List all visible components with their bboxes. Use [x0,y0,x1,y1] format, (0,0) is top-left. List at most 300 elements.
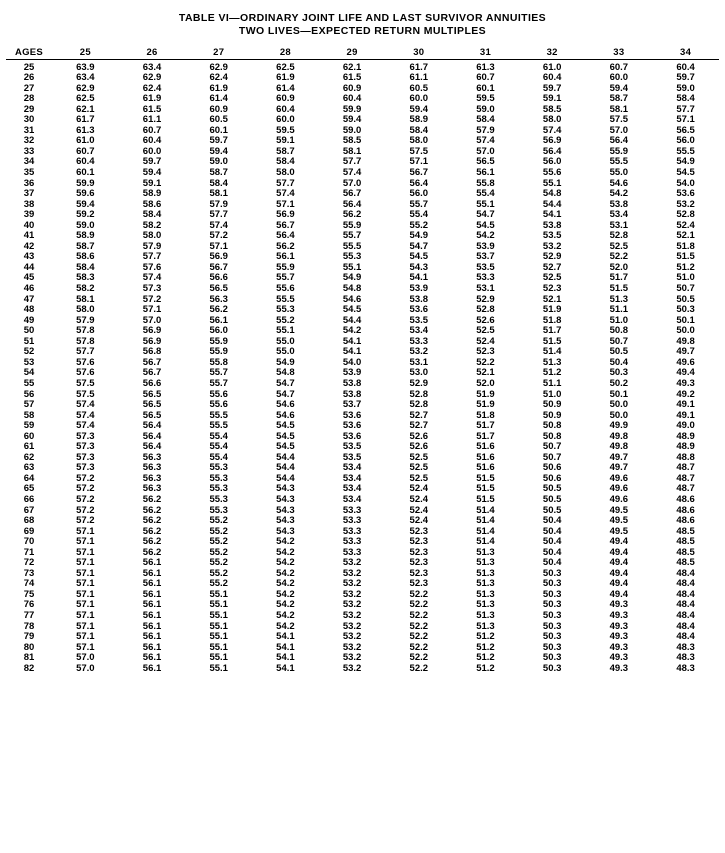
table-cell: 55.3 [209,472,228,484]
row-header-age: 49 [23,314,35,326]
table-cell: 57.9 [76,314,95,326]
table-cell: 49.6 [609,493,629,505]
row-header-age: 67 [23,504,35,516]
table-cell: 56.9 [142,335,162,347]
table-cell: 54.7 [276,377,295,389]
table-cell: 51.4 [542,346,562,358]
table-cell: 53.3 [342,546,362,558]
table-cell: 51.2 [476,631,495,643]
table-row [6,284,719,295]
table-cell: 48.3 [676,641,695,653]
table-cell: 49.3 [609,631,629,643]
table-cell: 57.2 [76,493,95,505]
table-cell: 49.4 [609,536,629,548]
table-cell: 53.1 [409,356,429,368]
table-cell: 51.4 [476,504,495,516]
table-cell: 53.8 [609,198,629,210]
table-cell: 49.4 [676,367,695,379]
table-cell: 54.2 [276,588,295,600]
table-cell: 52.3 [409,536,429,548]
row-header-age: 82 [23,662,35,674]
table-cell: 56.3 [142,462,162,474]
table-cell: 60.4 [76,156,95,168]
table-cell: 54.9 [409,230,429,242]
table-cell: 55.2 [209,536,228,548]
column-header-age-30: 30 [385,48,452,59]
row-header-age: 68 [23,515,35,527]
table-cell: 56.1 [209,314,228,326]
table-cell: 59.9 [76,177,95,189]
row-header-age: 30 [23,114,35,126]
row-header-age: 44 [23,261,35,273]
table-cell: 52.3 [409,567,429,579]
table-cell: 50.5 [542,493,562,505]
table-cell: 59.0 [342,124,362,136]
table-cell: 53.5 [542,230,562,242]
row-header-age: 80 [23,641,35,653]
table-cell: 57.4 [542,124,562,136]
table-cell: 53.2 [542,240,562,252]
table-cell: 51.0 [542,388,562,400]
table-cell: 55.6 [276,283,295,295]
table-cell: 55.9 [209,335,228,347]
table-cell: 57.2 [76,515,95,527]
table-cell: 55.8 [209,356,228,368]
table-cell: 52.9 [409,377,429,389]
table-cell: 54.1 [409,272,429,284]
table-cell: 60.9 [209,103,228,115]
table-cell: 53.6 [409,304,429,316]
table-cell: 59.7 [542,82,562,94]
table-cell: 57.9 [476,124,495,136]
table-cell: 53.3 [342,515,362,527]
table-cell: 58.7 [76,240,95,252]
row-header-age: 77 [23,609,35,621]
table-cell: 62.1 [76,103,95,115]
table-header-row [6,48,719,59]
table-cell: 54.5 [276,441,295,453]
row-header-age: 33 [23,145,35,157]
table-cell: 54.5 [409,251,429,263]
table-cell: 54.7 [476,209,495,221]
table-cell: 52.8 [409,388,429,400]
table-cell: 56.0 [209,325,228,337]
table-cell: 56.1 [142,652,162,664]
table-cell: 51.2 [476,641,495,653]
table-cell: 59.1 [542,93,562,105]
table-cell: 48.4 [676,567,695,579]
table-cell: 61.4 [209,93,228,105]
table-cell: 60.1 [476,82,495,94]
table-cell: 56.6 [209,272,228,284]
table-cell: 49.5 [609,525,629,537]
table-cell: 56.5 [142,409,162,421]
table-cell: 58.4 [76,261,95,273]
table-cell: 54.2 [276,536,295,548]
table-cell: 50.3 [542,652,562,664]
table-cell: 48.5 [676,546,695,558]
table-cell: 54.3 [276,504,295,516]
table-cell: 49.7 [609,462,629,474]
row-header-age: 41 [23,230,35,242]
table-cell: 56.1 [142,641,162,653]
table-cell: 51.9 [476,388,495,400]
table-cell: 56.5 [676,124,695,136]
table-cell: 53.2 [342,588,362,600]
table-cell: 52.7 [542,261,562,273]
table-cell: 57.4 [142,272,162,284]
row-header-age: 60 [23,430,35,442]
table-cell: 56.4 [609,135,629,147]
table-cell: 56.4 [142,441,162,453]
table-row [6,611,719,622]
table-cell: 52.9 [542,251,562,263]
table-cell: 53.9 [409,283,429,295]
table-cell: 58.4 [676,93,695,105]
table-cell: 52.8 [609,230,629,242]
table-cell: 61.7 [409,61,429,73]
table-cell: 57.5 [409,145,429,157]
table-cell: 49.7 [609,451,629,463]
table-cell: 55.1 [209,609,228,621]
table-cell: 51.2 [476,662,495,674]
row-header-age: 31 [23,124,35,136]
table-cell: 52.0 [476,377,495,389]
table-cell: 61.1 [409,72,429,84]
table-cell: 57.6 [76,367,95,379]
table-cell: 53.4 [342,483,362,495]
table-cell: 48.5 [676,536,695,548]
table-row [6,59,719,73]
table-cell: 55.8 [476,177,495,189]
table-cell: 58.5 [342,135,362,147]
column-header-age-26: 26 [119,48,186,59]
table-cell: 54.9 [276,356,295,368]
table-cell: 55.2 [209,546,228,558]
table-cell: 54.4 [342,314,362,326]
table-cell: 61.5 [142,103,162,115]
table-cell: 55.2 [209,515,228,527]
row-header-age: 48 [23,304,35,316]
table-cell: 49.3 [676,377,695,389]
table-cell: 60.9 [342,82,362,94]
table-row [6,168,719,179]
table-cell: 58.6 [142,198,162,210]
table-cell: 54.2 [276,567,295,579]
table-cell: 56.1 [476,167,495,179]
table-cell: 57.1 [76,620,95,632]
table-cell: 56.3 [142,472,162,484]
table-cell: 57.8 [76,335,95,347]
table-cell: 52.6 [409,441,429,453]
table-cell: 53.3 [342,504,362,516]
table-cell: 48.8 [676,451,695,463]
table-cell: 51.2 [476,652,495,664]
table-cell: 52.3 [476,346,495,358]
table-cell: 49.4 [609,546,629,558]
table-cell: 50.4 [542,525,562,537]
table-cell: 63.9 [76,61,95,73]
table-cell: 59.0 [476,103,495,115]
table-cell: 57.2 [209,230,228,242]
table-cell: 60.4 [542,72,562,84]
row-header-age: 66 [23,493,35,505]
table-cell: 52.4 [409,483,429,495]
table-cell: 49.4 [609,557,629,569]
table-cell: 50.9 [542,409,562,421]
table-cell: 48.3 [676,652,695,664]
table-cell: 51.3 [476,546,495,558]
table-cell: 61.3 [476,61,495,73]
row-header-age: 81 [23,652,35,664]
table-cell: 50.3 [542,567,562,579]
table-cell: 52.4 [409,504,429,516]
table-cell: 50.3 [676,304,695,316]
table-cell: 50.0 [676,325,695,337]
table-cell: 56.5 [142,399,162,411]
row-header-age: 75 [23,588,35,600]
table-cell: 51.0 [676,272,695,284]
table-cell: 59.1 [276,135,295,147]
table-cell: 55.5 [609,156,629,168]
column-header-age-31: 31 [452,48,519,59]
table-cell: 54.4 [276,462,295,474]
table-title-line-1: TABLE VI—ORDINARY JOINT LIFE AND LAST SURVIVOR ANNUITIES [178,12,547,24]
table-cell: 58.7 [276,145,295,157]
table-cell: 50.3 [542,609,562,621]
table-cell: 50.6 [542,462,562,474]
table-cell: 53.1 [476,283,495,295]
row-header-age: 56 [23,388,35,400]
table-cell: 55.0 [276,346,295,358]
table-cell: 54.7 [276,388,295,400]
table-cell: 52.3 [409,525,429,537]
row-header-age: 58 [23,409,35,421]
table-cell: 50.2 [609,377,629,389]
row-header-age: 26 [23,72,35,84]
table-cell: 48.4 [676,599,695,611]
row-header-age: 76 [23,599,35,611]
table-cell: 49.0 [676,420,695,432]
table-cell: 59.7 [142,156,162,168]
table-cell: 62.5 [76,93,95,105]
table-cell: 54.2 [276,578,295,590]
table-cell: 59.0 [76,219,95,231]
table-cell: 55.5 [209,409,228,421]
table-cell: 50.3 [542,641,562,653]
row-header-age: 40 [23,219,35,231]
table-cell: 56.1 [142,557,162,569]
row-header-age: 55 [23,377,35,389]
table-cell: 51.3 [476,557,495,569]
table-cell: 48.4 [676,588,695,600]
table-cell: 54.3 [276,483,295,495]
table-cell: 56.1 [142,567,162,579]
row-header-age: 72 [23,557,35,569]
table-cell: 53.6 [342,409,362,421]
table-cell: 56.7 [342,188,362,200]
table-cell: 61.3 [76,124,95,136]
table-cell: 51.4 [476,515,495,527]
table-cell: 61.9 [209,82,228,94]
table-cell: 56.3 [209,293,228,305]
table-cell: 49.5 [609,504,629,516]
table-cell: 50.4 [542,515,562,527]
table-cell: 57.1 [76,578,95,590]
table-cell: 56.1 [142,578,162,590]
table-cell: 49.1 [676,399,695,411]
table-cell: 59.7 [676,72,695,84]
table-cell: 56.2 [142,515,162,527]
table-cell: 55.9 [209,346,228,358]
row-header-age: 39 [23,209,35,221]
row-header-age: 69 [23,525,35,537]
table-cell: 57.1 [676,114,695,126]
table-cell: 52.2 [409,631,429,643]
table-cell: 56.8 [142,346,162,358]
row-header-age: 59 [23,420,35,432]
table-cell: 52.0 [609,261,629,273]
table-cell: 54.2 [609,188,629,200]
table-cell: 56.1 [142,662,162,674]
table-cell: 58.0 [76,304,95,316]
table-cell: 56.6 [142,377,162,389]
table-cell: 57.3 [76,441,95,453]
table-cell: 51.3 [476,609,495,621]
row-header-age: 36 [23,177,35,189]
table-cell: 57.4 [76,420,95,432]
table-cell: 55.2 [409,219,429,231]
table-cell: 53.2 [342,631,362,643]
table-cell: 54.1 [342,346,362,358]
table-cell: 52.1 [676,230,695,242]
table-cell: 60.9 [276,93,295,105]
table-cell: 55.7 [209,367,228,379]
table-cell: 51.0 [609,314,629,326]
table-cell: 59.4 [209,145,228,157]
table-cell: 54.5 [676,167,695,179]
table-cell: 57.1 [76,599,95,611]
table-cell: 60.7 [609,61,629,73]
table-cell: 51.8 [476,409,495,421]
table-cell: 59.4 [76,198,95,210]
table-cell: 57.1 [209,240,228,252]
table-cell: 49.4 [609,588,629,600]
table-cell: 51.6 [476,462,495,474]
table-cell: 52.2 [609,251,629,263]
table-cell: 55.6 [209,388,228,400]
table-cell: 59.5 [476,93,495,105]
table-cell: 49.3 [609,599,629,611]
table-cell: 54.1 [542,209,562,221]
table-cell: 57.0 [609,124,629,136]
table-cell: 51.3 [542,356,562,368]
table-cell: 57.9 [209,198,228,210]
table-cell: 51.1 [542,377,562,389]
table-cell: 56.4 [276,230,295,242]
table-cell: 57.1 [76,588,95,600]
table-cell: 56.9 [142,325,162,337]
table-cell: 55.3 [209,483,228,495]
row-header-age: 61 [23,441,35,453]
table-cell: 51.9 [542,304,562,316]
table-cell: 55.2 [209,557,228,569]
table-cell: 49.3 [609,652,629,664]
table-cell: 53.3 [342,536,362,548]
table-cell: 59.9 [342,103,362,115]
table-cell: 56.2 [142,536,162,548]
table-cell: 50.3 [542,578,562,590]
table-cell: 62.4 [209,72,228,84]
table-cell: 58.0 [542,114,562,126]
table-cell: 57.3 [142,283,162,295]
table-cell: 53.4 [342,462,362,474]
table-cell: 56.4 [542,145,562,157]
table-title-line-2: TWO LIVES—EXPECTED RETURN MULTIPLES [238,25,487,37]
row-header-age: 28 [23,93,35,105]
table-cell: 57.4 [76,399,95,411]
row-header-age: 29 [23,103,35,115]
row-header-age: 78 [23,620,35,632]
table-cell: 51.3 [476,620,495,632]
table-cell: 51.4 [476,525,495,537]
table-cell: 55.1 [276,325,295,337]
table-cell: 55.9 [609,145,629,157]
table-cell: 55.5 [276,293,295,305]
table-cell: 57.1 [276,198,295,210]
table-cell: 55.7 [409,198,429,210]
table-cell: 58.9 [76,230,95,242]
table-cell: 59.4 [609,82,629,94]
table-cell: 63.4 [142,61,162,73]
table-cell: 51.6 [476,451,495,463]
table-cell: 48.3 [676,662,695,674]
table-cell: 57.2 [76,504,95,516]
table-cell: 56.2 [142,546,162,558]
row-header-age: 32 [23,135,35,147]
table-cell: 52.1 [476,367,495,379]
table-cell: 60.4 [676,61,695,73]
table-cell: 61.0 [542,61,562,73]
table-cell: 55.3 [276,304,295,316]
table-cell: 49.2 [676,388,695,400]
table-cell: 51.2 [542,367,562,379]
table-cell: 52.3 [409,557,429,569]
row-header-age: 64 [23,472,35,484]
table-cell: 48.4 [676,609,695,621]
table-cell: 60.0 [276,114,295,126]
table-cell: 51.2 [676,261,695,273]
table-cell: 52.3 [542,283,562,295]
table-cell: 59.4 [342,114,362,126]
table-cell: 54.1 [276,641,295,653]
table-cell: 55.6 [542,167,562,179]
table-cell: 53.4 [342,493,362,505]
table-cell: 56.2 [142,525,162,537]
table-cell: 55.4 [476,188,495,200]
table-cell: 60.0 [609,72,629,84]
table-cell: 52.5 [609,240,629,252]
table-cell: 50.4 [542,536,562,548]
table-cell: 56.4 [142,420,162,432]
table-cell: 57.7 [342,156,362,168]
column-header-age-34: 34 [652,48,719,59]
table-cell: 56.5 [476,156,495,168]
table-cell: 57.7 [276,177,295,189]
table-cell: 57.7 [209,209,228,221]
table-cell: 49.6 [609,483,629,495]
table-cell: 57.6 [142,261,162,273]
